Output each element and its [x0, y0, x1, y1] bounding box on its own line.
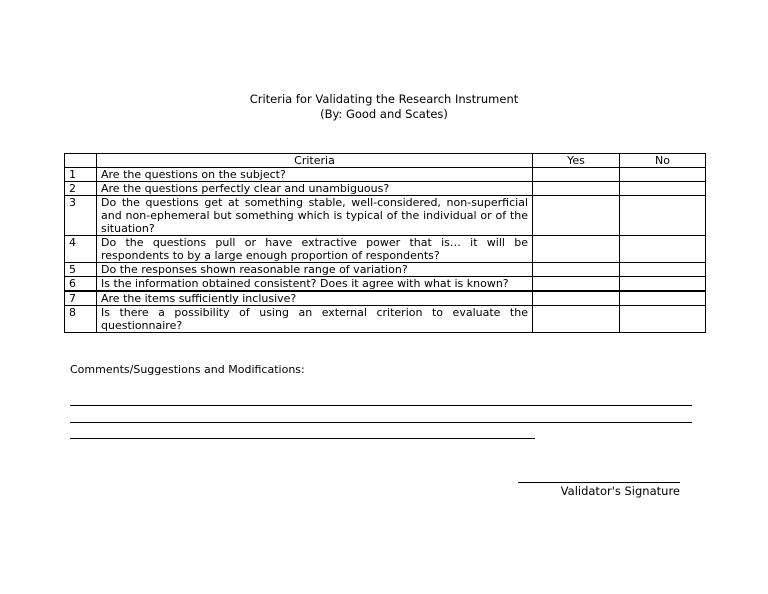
comments-label: Comments/Suggestions and Modifications: [70, 363, 305, 376]
yes-cell[interactable] [533, 277, 620, 292]
header-criteria: Criteria [97, 154, 533, 168]
table-row [65, 236, 706, 263]
header-yes: Yes [533, 154, 620, 168]
row-criterion: Do the questions get at something stable, well-considered, non-superficial and non-ephemeral but something which is typical of the individual or of the situation? [97, 196, 533, 236]
comment-line[interactable] [70, 422, 692, 423]
no-cell[interactable] [620, 182, 706, 196]
row-number: 2 [65, 182, 97, 196]
yes-cell[interactable] [533, 236, 620, 263]
no-cell[interactable] [620, 236, 706, 263]
comment-line[interactable] [70, 405, 692, 406]
no-cell[interactable] [620, 306, 706, 333]
yes-cell[interactable] [533, 306, 620, 333]
table-header-row [65, 154, 706, 168]
row-criterion: Are the questions perfectly clear and unambiguous? [97, 182, 533, 196]
criteria-table [64, 153, 706, 333]
row-criterion: Do the responses shown reasonable range of variation? [97, 263, 533, 277]
table-row [65, 277, 706, 292]
no-cell[interactable] [620, 168, 706, 182]
comment-line[interactable] [70, 438, 535, 439]
no-cell[interactable] [620, 263, 706, 277]
row-number: 3 [65, 196, 97, 236]
row-criterion: Do the questions pull or have extractive power that is… it will be respondents to by a large enough proportion of respondents? [97, 236, 533, 263]
no-cell[interactable] [620, 291, 706, 306]
no-cell[interactable] [620, 277, 706, 292]
signature-label: Validator's Signature [560, 484, 680, 498]
yes-cell[interactable] [533, 263, 620, 277]
no-cell[interactable] [620, 196, 706, 236]
row-number: 6 [65, 277, 97, 292]
yes-cell[interactable] [533, 182, 620, 196]
table-row [65, 306, 706, 333]
table-row [65, 291, 706, 306]
row-criterion: Is the information obtained consistent? Does it agree with what is known? [97, 277, 533, 292]
document-title: Criteria for Validating the Research Instrument [249, 92, 519, 106]
yes-cell[interactable] [533, 196, 620, 236]
table-row [65, 196, 706, 236]
header-no: No [620, 154, 706, 168]
yes-cell[interactable] [533, 168, 620, 182]
document-subtitle: (By: Good and Scates) [320, 107, 448, 121]
row-number: 5 [65, 263, 97, 277]
row-number: 1 [65, 168, 97, 182]
row-number: 7 [65, 291, 97, 306]
table-row [65, 263, 706, 277]
table-row [65, 168, 706, 182]
signature-line[interactable] [518, 482, 680, 483]
header-number [65, 154, 97, 168]
row-criterion: Are the items sufficiently inclusive? [97, 291, 533, 306]
row-number: 8 [65, 306, 97, 333]
row-criterion: Is there a possibility of using an external criterion to evaluate the questionnaire? [97, 306, 533, 333]
row-number: 4 [65, 236, 97, 263]
yes-cell[interactable] [533, 291, 620, 306]
table-row [65, 182, 706, 196]
row-criterion: Are the questions on the subject? [97, 168, 533, 182]
